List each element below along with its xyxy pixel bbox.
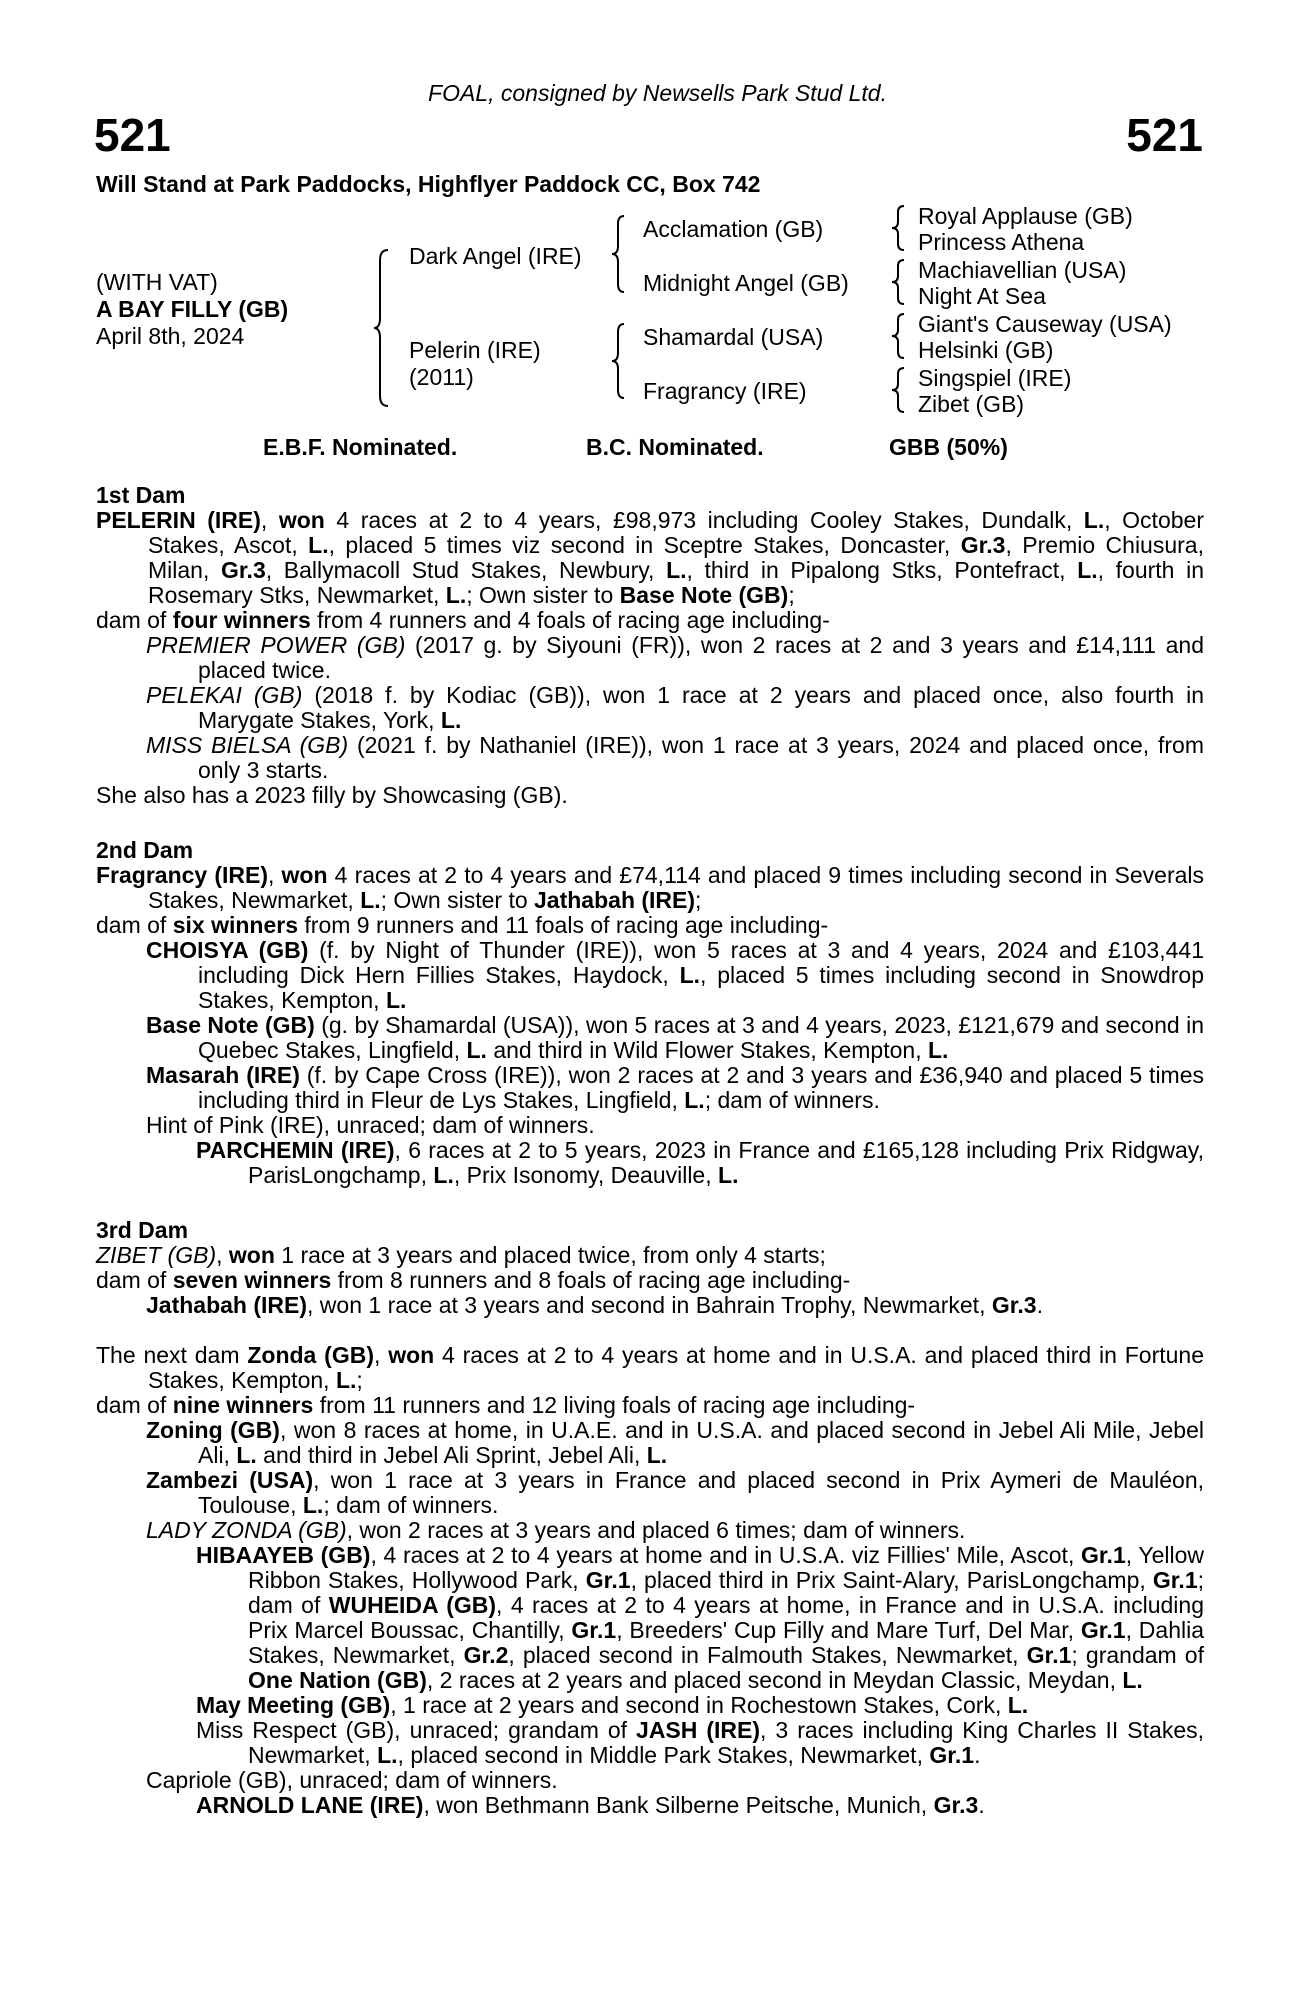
section-heading: 3rd Dam (96, 1217, 189, 1243)
horse-name: A BAY FILLY (GB) (96, 296, 289, 322)
pedigree-gen4-4: Night At Sea (918, 283, 1046, 309)
pedigree-gen4-2: Princess Athena (918, 229, 1085, 255)
produce-summary: dam of six winners from 9 runners and 11 foals of racing age including- (96, 912, 829, 938)
consigned-by: FOAL, consigned by Newsells Park Stud Ltd. (428, 80, 887, 106)
stand-location: Will Stand at Park Paddocks, Highflyer Paddock CC, Box 742 (96, 171, 761, 197)
produce-entry: Jathabah (IRE), won 1 race at 3 years and second in Bahrain Trophy, Newmarket, Gr.3. (146, 1292, 1043, 1318)
produce-entry: MISS BIELSA (GB) (2021 f. by Nathaniel (IRE)), won 1 race at 3 years, 2024 and placed once, from only 3 starts. (146, 732, 1204, 783)
pedigree-brace-3 (610, 322, 630, 400)
produce-entry: HIBAAYEB (GB), 4 races at 2 to 4 years at home and in U.S.A. viz Fillies' Mile, Ascot, Gr.1, Yellow Ribbon Stakes, Hollywood Park, Gr.1, placed third in Prix Saint-Alary, ParisLongchamp, Gr.1; dam of WUHEIDA (GB), 4 races at 2 to 4 years at home, in France and in U.S.A. including Prix Marcel Boussac, Chantilly, Gr.1, Breeders' Cup Filly and Mare Turf, Del Mar, Gr.1, Dahlia Stakes, Newmarket, Gr.2, placed second in Falmouth Stakes, Newmarket, Gr.1; grandam of One Nation (GB), 2 races at 2 years and placed second in Meydan Classic, Meydan, L. (196, 1542, 1205, 1693)
bc-nomination: B.C. Nominated. (586, 434, 764, 460)
lot-number-right: 521 (1126, 109, 1203, 161)
pedigree-gen4-1: Royal Applause (GB) (918, 203, 1133, 229)
pedigree-dam-dam: Fragrancy (IRE) (643, 378, 807, 404)
produce-entry: Capriole (GB), unraced; dam of winners. (146, 1767, 558, 1793)
gbb-note: GBB (50%) (889, 434, 1008, 460)
pedigree-sire-sire: Acclamation (GB) (643, 216, 824, 242)
produce-summary: dam of seven winners from 8 runners and 8 foals of racing age including- (96, 1267, 851, 1293)
produce-entry: Miss Respect (GB), unraced; grandam of JASH (IRE), 3 races including King Charles II Stakes, Newmarket, L., placed second in Middle Park Stakes, Newmarket, Gr.1. (196, 1717, 1205, 1768)
produce-entry: May Meeting (GB), 1 race at 2 years and second in Rochestown Stakes, Cork, L. (196, 1692, 1029, 1718)
dam-record: ZIBET (GB), won 1 race at 3 years and placed twice, from only 4 starts; (96, 1242, 826, 1268)
produce-note: She also has a 2023 filly by Showcasing (GB). (96, 782, 568, 808)
third-dam-section (96, 1218, 1204, 1318)
pedigree-brace-5 (890, 258, 910, 306)
produce-entry: Base Note (GB) (g. by Shamardal (USA)), won 5 races at 3 and 4 years, 2023, £121,679 and second in Quebec Stakes, Lingfield, L. and third in Wild Flower Stakes, Kempton, L. (146, 1012, 1205, 1063)
dam-record: The next dam Zonda (GB), won 4 races at 2 to 4 years at home and in U.S.A. and placed third in Fortune Stakes, Kempton, L.; (96, 1342, 1204, 1393)
section-heading: 2nd Dam (96, 837, 194, 863)
pedigree-gen4-6: Helsinki (GB) (918, 337, 1054, 363)
produce-entry: ARNOLD LANE (IRE), won Bethmann Bank Silberne Peitsche, Munich, Gr.3. (196, 1792, 985, 1818)
produce-entry: Zambezi (USA), won 1 race at 3 years in France and placed second in Prix Aymeri de Mauléon, Toulouse, L.; dam of winners. (146, 1467, 1204, 1518)
produce-summary: dam of four winners from 4 runners and 4 foals of racing age including- (96, 607, 830, 633)
pedigree-brace-1 (372, 248, 394, 408)
dam-record: Fragrancy (IRE), won 4 races at 2 to 4 years and £74,114 and placed 9 times including second in Severals Stakes, Newmarket, L.; Own sister to Jathabah (IRE); (96, 862, 1205, 913)
pedigree-dam-year: (2011) (409, 364, 474, 390)
produce-entry: CHOISYA (GB) (f. by Night of Thunder (IRE)), won 5 races at 3 and 4 years, 2024 and £103,441 including Dick Hern Fillies Stakes, Haydock, L., placed 5 times including second in Snowdrop Stakes, Kempton, L. (146, 937, 1204, 1013)
pedigree-sire-dam: Midnight Angel (GB) (643, 270, 849, 296)
dam-name: PELERIN (IRE) (96, 507, 261, 533)
pedigree-dam-sire: Shamardal (USA) (643, 324, 824, 350)
pedigree-gen4-5: Giant's Causeway (USA) (918, 311, 1172, 337)
produce-entry: Masarah (IRE) (f. by Cape Cross (IRE)), won 2 races at 2 and 3 years and £36,940 and placed 5 times including third in Fleur de Lys Stakes, Lingfield, L.; dam of winners. (146, 1062, 1205, 1113)
pedigree-brace-4 (890, 204, 910, 252)
pedigree-brace-2 (610, 214, 630, 294)
fourth-dam-section (96, 1343, 1204, 1818)
pedigree-dam: Pelerin (IRE) (409, 337, 541, 363)
pedigree-sire: Dark Angel (IRE) (409, 243, 582, 269)
pedigree-gen4-3: Machiavellian (USA) (918, 257, 1127, 283)
pedigree-gen4-8: Zibet (GB) (918, 391, 1025, 417)
produce-summary: dam of nine winners from 11 runners and 12 living foals of racing age including- (96, 1392, 916, 1418)
second-dam-section (96, 838, 1204, 1188)
produce-entry: PELEKAI (GB) (2018 f. by Kodiac (GB)), won 1 race at 2 years and placed once, also fourth in Marygate Stakes, York, L. (146, 682, 1204, 733)
produce-entry: Zoning (GB), won 8 races at home, in U.A.E. and in U.S.A. and placed second in Jebel Ali Mile, Jebel Ali, L. and third in Jebel Ali Sprint, Jebel Ali, L. (146, 1417, 1204, 1468)
produce-entry: LADY ZONDA (GB), won 2 races at 3 years and placed 6 times; dam of winners. (146, 1517, 966, 1543)
produce-entry: PREMIER POWER (GB) (2017 g. by Siyouni (FR)), won 2 races at 2 and 3 years and £14,111 and placed twice. (146, 632, 1204, 683)
pedigree-gen4-7: Singspiel (IRE) (918, 365, 1072, 391)
pedigree-brace-6 (890, 312, 910, 360)
produce-entry: PARCHEMIN (IRE), 6 races at 2 to 5 years, 2023 in France and £165,128 including Prix Ridgway, ParisLongchamp, L., Prix Isonomy, Deauville, L. (196, 1137, 1204, 1188)
produce-entry: Hint of Pink (IRE), unraced; dam of winners. (146, 1112, 595, 1138)
ebf-nomination: E.B.F. Nominated. (263, 434, 458, 460)
vat-note: (WITH VAT) (96, 269, 218, 295)
first-dam-section (96, 483, 1204, 808)
lot-number-left: 521 (94, 109, 171, 161)
pedigree-brace-7 (890, 366, 910, 414)
foaling-date: April 8th, 2024 (96, 323, 245, 349)
section-heading: 1st Dam (96, 482, 186, 508)
dam-record: PELERIN (IRE), won 4 races at 2 to 4 years, £98,973 including Cooley Stakes, Dundalk, L., October Stakes, Ascot, L., placed 5 times viz second in Sceptre Stakes, Doncaster, Gr.3, Premio Chiusura, Milan, Gr.3, Ballymacoll Stud Stakes, Newbury, L., third in Pipalong Stks, Pontefract, L., fourth in Rosemary Stks, Newmarket, L.; Own sister to Base Note (GB); (96, 507, 1205, 608)
